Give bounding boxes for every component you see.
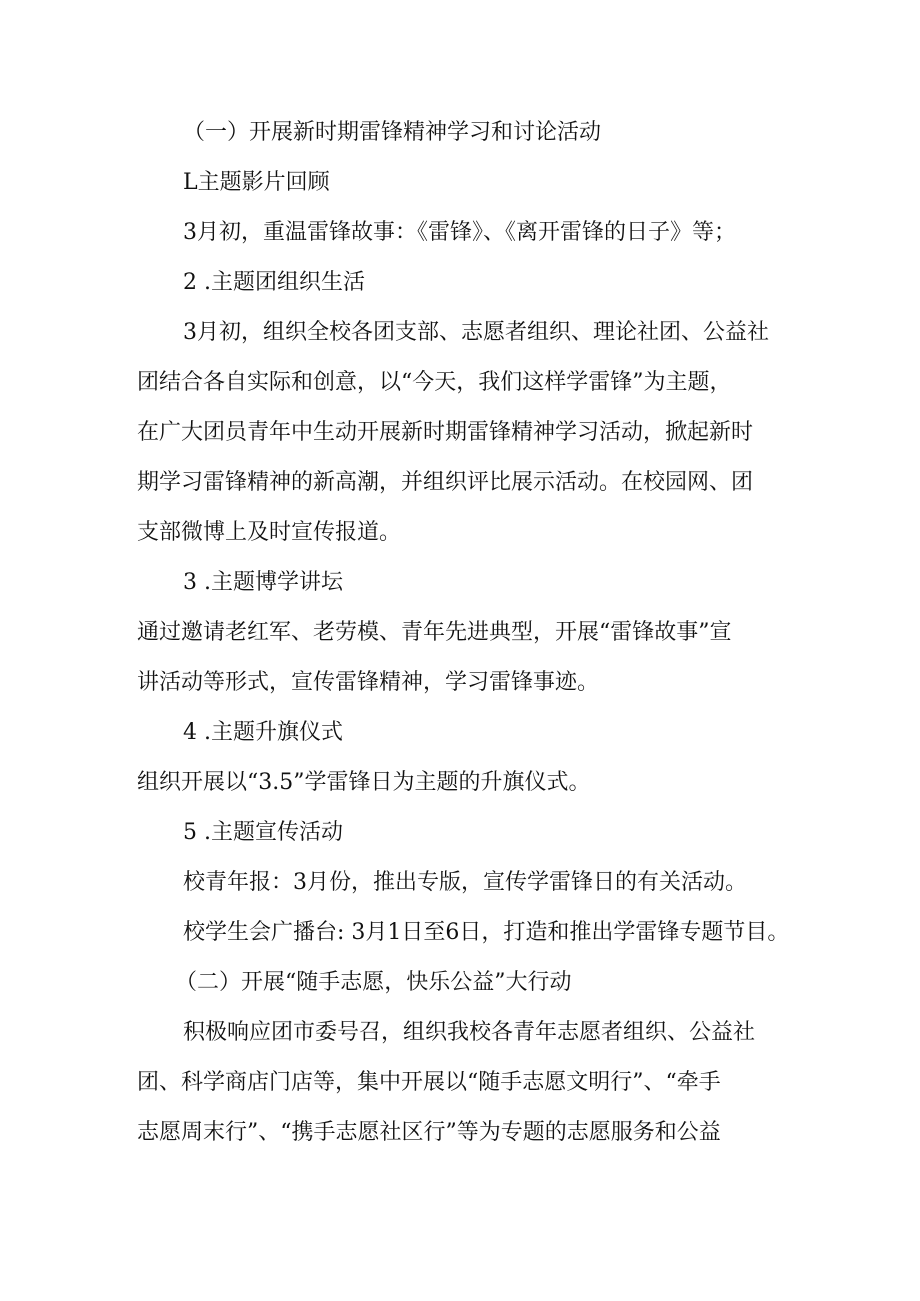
paragraph-line: 团结合各自实际和创意，以“今天，我们这样学雷锋”为主题， (137, 370, 732, 395)
paragraph-line: 通过邀请老红军、老劳模、青年先进典型，开展“雷锋故事”宣 (137, 620, 732, 645)
item-heading-5: 5 .主题宣传活动 (183, 820, 343, 845)
paragraph-line: 讲活动等形式，宣传雷锋精神，学习雷锋事迹。 (137, 670, 600, 695)
paragraph-line: 3月初，重温雷锋故事：《雷锋》、《离开雷锋的日子》等； (183, 220, 736, 245)
paragraph-line: 组织开展以“3.5”学雷锋日为主题的升旗仪式。 (137, 770, 591, 795)
paragraph-line: 校青年报：3月份，推出专版，宣传学雷锋日的有关活动。 (183, 870, 747, 895)
section-heading-2: （二）开展“随手志愿，快乐公益”大行动 (175, 970, 572, 995)
item-heading-2: 2 .主题团组织生活 (183, 270, 365, 295)
paragraph-line: 志愿周末行”、“携手志愿社区行”等为专题的志愿服务和公益 (137, 1120, 721, 1145)
section-heading-1: （一）开展新时期雷锋精神学习和讨论活动 (183, 120, 602, 145)
paragraph-line: 积极响应团市委号召，组织我校各青年志愿者组织、公益社 (183, 1020, 756, 1045)
item-heading-1: L主题影片回顾 (183, 170, 330, 195)
item-heading-3: 3 .主题博学讲坛 (183, 570, 343, 595)
paragraph-line: 团、科学商店门店等，集中开展以“随手志愿文明行”、“牵手 (137, 1070, 721, 1095)
paragraph-line: 校学生会广播台: 3月1日至6日，打造和推出学雷锋专题节目。 (183, 920, 790, 945)
item-heading-4: 4 .主题升旗仪式 (183, 720, 343, 745)
paragraph-line: 期学习雷锋精神的新高潮，并组织评比展示活动。在校园网、团 (137, 470, 754, 495)
paragraph-line: 支部微博上及时宣传报道。 (137, 520, 402, 545)
paragraph-line: 在广大团员青年中生动开展新时期雷锋精神学习活动，掀起新时 (137, 420, 754, 445)
paragraph-line: 3月初，组织全校各团支部、志愿者组织、理论社团、公益社 (183, 320, 769, 345)
